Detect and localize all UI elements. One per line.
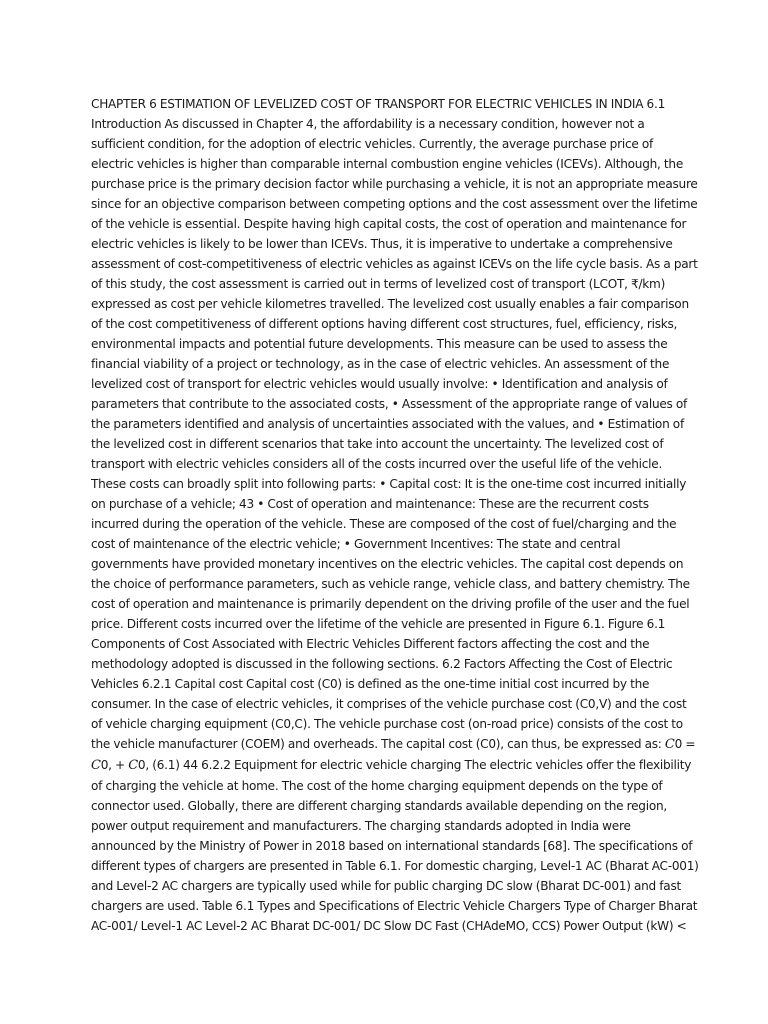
text-line: of this study, the cost assessment is carried out in terms of levelized cost of transport (LCOT, ₹/km) [91,277,666,291]
text-fragment: 0, + [100,758,129,772]
text-line: of charging the vehicle at home. The cost of the home charging equipment depends on the type of [91,779,663,793]
text-line-equation [91,734,696,755]
text-line: consumer. In the case of electric vehicles, it comprises of the vehicle purchase cost (C0,V) and the cost [91,697,687,711]
text-line: transport with electric vehicles considers all of the costs incurred over the useful life of the vehicle. [91,457,663,471]
text-line: assessment of cost-competitiveness of electric vehicles as against ICEVs on the life cycle basis. As a part [91,257,698,271]
text-line: the choice of performance parameters, such as vehicle range, vehicle class, and battery chemistry. The [91,577,690,591]
text-line: and Level-2 AC chargers are typically used while for public charging DC slow (Bharat DC-001) and fast [91,879,681,893]
text-line: Components of Cost Associated with Electric Vehicles Different factors affecting the cost and the [91,637,650,651]
text-line: electric vehicles is likely to be lower than ICEVs. Thus, it is imperative to undertake a comprehensive [91,237,673,251]
text-line: on purchase of a vehicle; 43 • Cost of operation and maintenance: These are the recurrent costs [91,497,649,511]
text-fragment: 0, (6.1) 44 6.2.2 Equipment for electric vehicle charging The electric vehicles offer the flexibility [137,758,692,772]
text-line: cost of maintenance of the electric vehicle; • Government Incentives: The state and central [91,537,621,551]
text-line: electric vehicles is higher than comparable internal combustion engine vehicles (ICEVs). Although, the [91,157,684,171]
text-line: levelized cost of transport for electric vehicles would usually involve: • Identification and analysis of [91,377,668,391]
text-line: price. Different costs incurred over the lifetime of the vehicle are presented in Figure 6.1. Figure 6.1 [91,617,666,631]
text-line: Vehicles 6.2.1 Capital cost Capital cost (C0) is defined as the one-time initial cost incurred by the [91,677,650,691]
text-line: the parameters identified and analysis of uncertainties associated with the values, and • Estimation of [91,417,684,431]
text-line: of vehicle charging equipment (C0,C). The vehicle purchase cost (on-road price) consists of the cost to [91,717,683,731]
text-line: sufficient condition, for the adoption of electric vehicles. Currently, the average purchase price of [91,137,653,151]
text-line: CHAPTER 6 ESTIMATION OF LEVELIZED COST OF TRANSPORT FOR ELECTRIC VEHICLES IN INDIA 6.1 [91,97,666,111]
text-line: the levelized cost in different scenarios that take into account the uncertainty. The levelized cost of [91,437,664,451]
text-line: These costs can broadly split into following parts: • Capital cost: It is the one-time cost incurred initially [91,477,687,491]
text-line: connector used. Globally, there are different charging standards available depending on the region, [91,799,668,813]
text-line: environmental impacts and potential future developments. This measure can be used to assess the [91,337,668,351]
math-symbol: C [664,737,675,752]
text-line: financial viability of a project or technology, as in the case of electric vehicles. An assessment of the [91,357,670,371]
text-line-equation [91,755,692,776]
text-line: AC-001/ Level-1 AC Level-2 AC Bharat DC-001/ DC Slow DC Fast (CHAdeMO, CCS) Power Output (kW) < [91,919,687,933]
text-line: power output requirement and manufacturers. The charging standards adopted in India were [91,819,631,833]
text-line: incurred during the operation of the vehicle. These are composed of the cost of fuel/charging and the [91,517,677,531]
text-line: since for an objective comparison between competing options and the cost assessment over the lifetime [91,197,698,211]
text-line: Introduction As discussed in Chapter 4, the affordability is a necessary condition, however not a [91,117,645,131]
document-page [91,94,699,936]
text-line: different types of chargers are presented in Table 6.1. For domestic charging, Level-1 AC (Bharat AC-001) [91,859,699,873]
text-fragment: the vehicle manufacturer (COEM) and overheads. The capital cost (C0), can thus, be expressed as: [91,737,665,751]
text-line: announced by the Ministry of Power in 2018 based on international standards [68]. The specifications of [91,839,693,853]
body-paragraph [91,94,699,936]
text-line: parameters that contribute to the associated costs, • Assessment of the appropriate range of values of [91,397,688,411]
text-line: of the vehicle is essential. Despite having high capital costs, the cost of operation and maintenance for [91,217,687,231]
text-line: cost of operation and maintenance is primarily dependent on the driving profile of the user and the fuel [91,597,690,611]
text-line: methodology adopted is discussed in the following sections. 6.2 Factors Affecting the Cost of Electric [91,657,673,671]
text-line: expressed as cost per vehicle kilometres travelled. The levelized cost usually enables a fair comparison [91,297,689,311]
math-symbol: C [91,758,101,773]
text-fragment: 0 = [674,737,696,751]
text-line: of the cost competitiveness of different options having different cost structures, fuel, efficiency, risks, [91,317,678,331]
math-symbol: C [128,758,138,773]
text-line: purchase price is the primary decision factor while purchasing a vehicle, it is not an appropriate measure [91,177,698,191]
text-line: governments have provided monetary incentives on the electric vehicles. The capital cost depends on [91,557,684,571]
text-line: chargers are used. Table 6.1 Types and Specifications of Electric Vehicle Chargers Type of Charger Bharat [91,899,698,913]
